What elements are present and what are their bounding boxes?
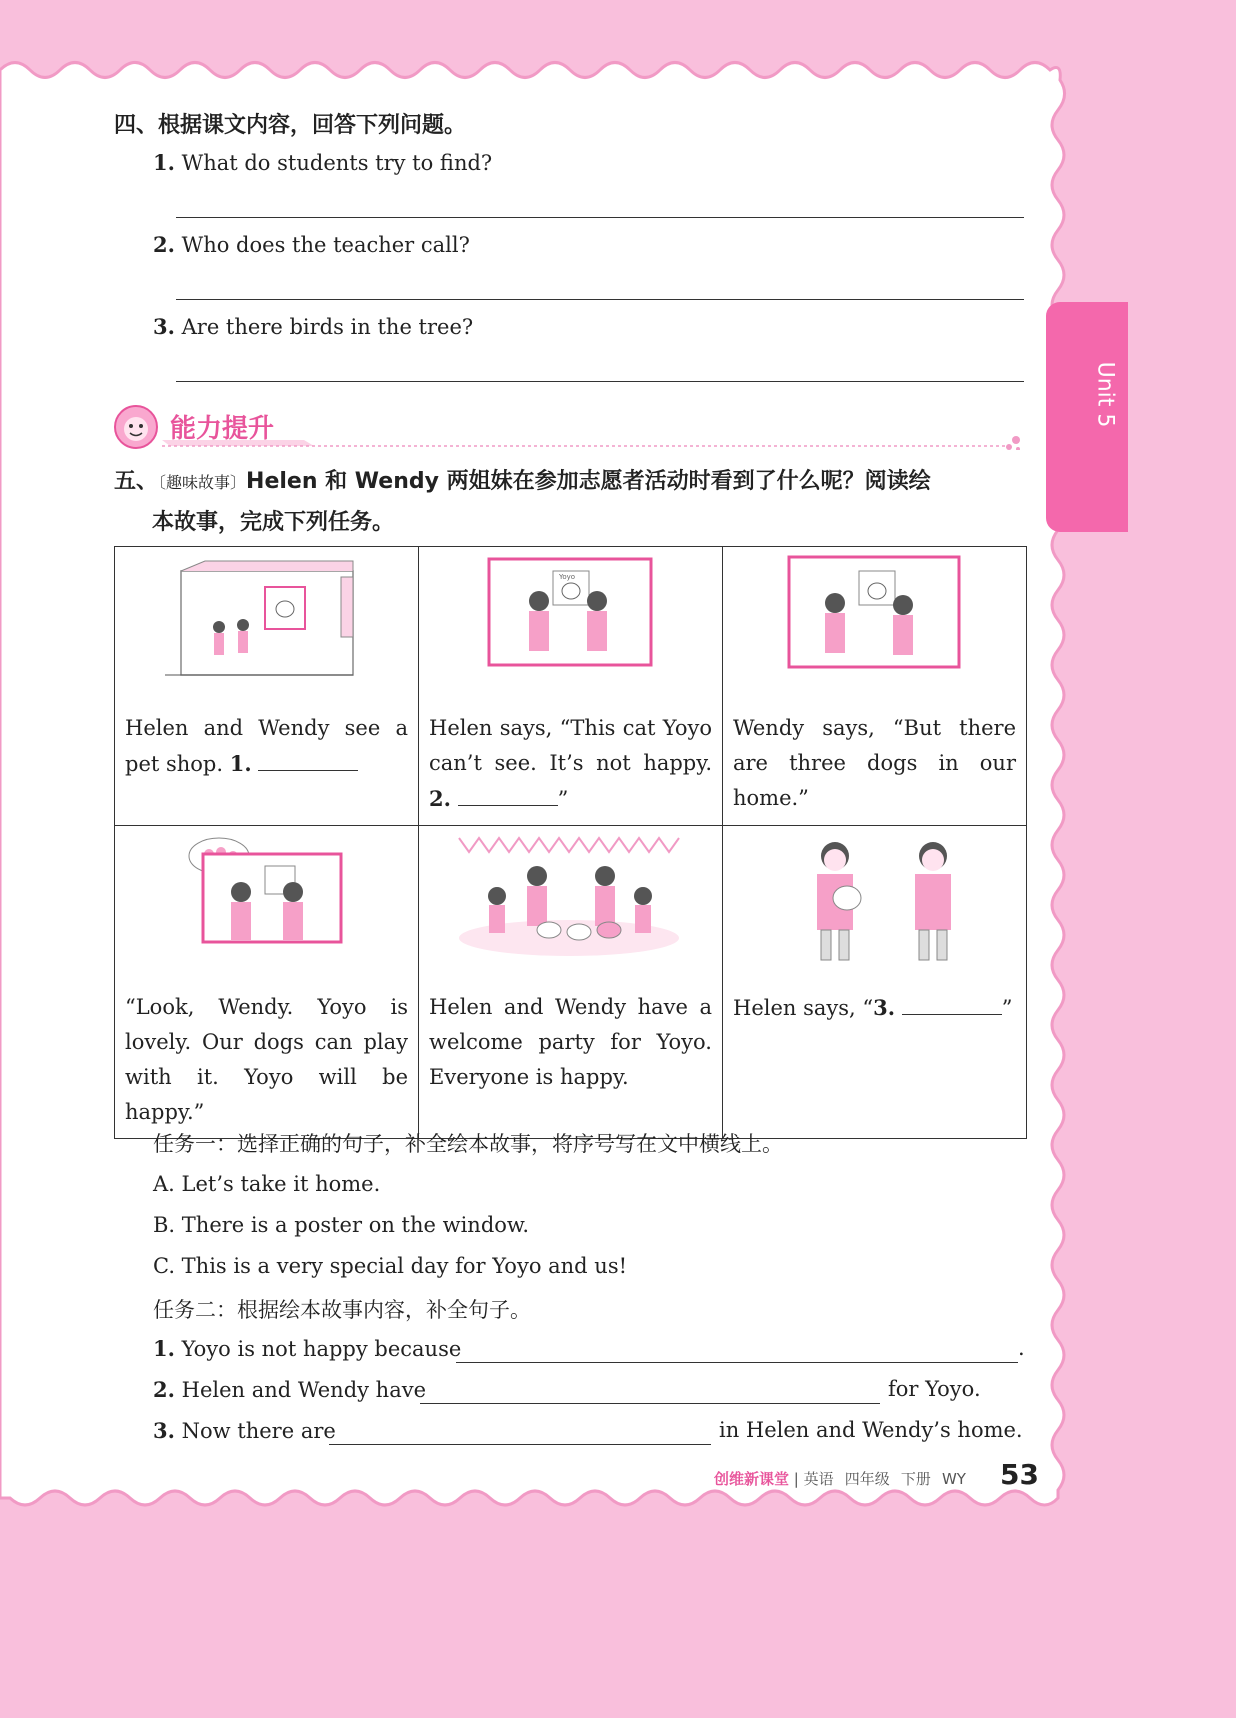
story-row-1 xyxy=(115,547,1027,826)
footer-edition: WY xyxy=(941,1470,966,1488)
story-text: Helen and Wendy see a pet shop. xyxy=(125,716,408,776)
helen-wendy-illustration xyxy=(723,826,1026,984)
footer xyxy=(714,1468,966,1489)
footer-grade: 四年级 xyxy=(844,1470,890,1488)
item-text: Yoyo is not happy because xyxy=(181,1337,462,1361)
story-text-2 xyxy=(419,705,722,825)
question-text: Who does the teacher call? xyxy=(181,233,470,257)
ability-title: 能力提升 xyxy=(170,414,275,444)
task2-title: 任务二：根据绘本故事内容，补全句子。 xyxy=(153,1298,531,1322)
page-number: 53 xyxy=(1000,1458,1039,1491)
section5-heading xyxy=(114,462,931,543)
section5-number: 五、 xyxy=(114,469,159,494)
story-cell-2 xyxy=(419,547,723,826)
section5-heading-line2: 本故事，完成下列任务。 xyxy=(152,510,395,535)
answer-line-2[interactable] xyxy=(176,299,1024,300)
story-text-3: Wendy says, “But there are three dogs in our home.” xyxy=(733,716,1016,810)
task2-item-1-end: . xyxy=(1018,1336,1025,1360)
section4-heading: 四、根据课文内容，回答下列问题。 xyxy=(114,113,467,138)
story-text-1 xyxy=(115,705,418,790)
story-cell-6 xyxy=(723,826,1027,1139)
task2-blank-1[interactable] xyxy=(456,1362,1018,1363)
story-text-6 xyxy=(723,984,1026,1034)
task2-item-2-end: for Yoyo. xyxy=(888,1377,981,1401)
item-number: 3. xyxy=(153,1418,175,1443)
item-number: 2. xyxy=(153,1377,175,1402)
task2-blank-2[interactable] xyxy=(420,1403,880,1404)
footer-subject: 英语 xyxy=(803,1470,834,1488)
story-cell-3 xyxy=(723,547,1027,826)
item-text: Now there are xyxy=(181,1419,336,1443)
section5-tag: 〔趣味故事〕 xyxy=(158,473,247,492)
pet-shop-illustration xyxy=(115,547,418,705)
task1-option-c: C. This is a very special day for Yoyo and us! xyxy=(153,1254,628,1278)
cat-poster-illustration-2 xyxy=(723,547,1026,705)
footer-volume: 下册 xyxy=(900,1470,931,1488)
story-table xyxy=(114,546,1027,1139)
task2-blank-3[interactable] xyxy=(329,1444,711,1445)
question-text: Are there birds in the tree? xyxy=(181,315,474,339)
task2-item-3-end: in Helen and Wendy’s home. xyxy=(719,1418,1023,1442)
section5-heading-line1: Helen 和 Wendy 两姐妹在参加志愿者活动时看到了什么呢？阅读绘 xyxy=(246,469,931,494)
task1-title: 任务一：选择正确的句子，补全绘本故事，将序号写在文中横线上。 xyxy=(153,1132,783,1156)
story-text-4: “Look, Wendy. Yoyo is lovely. Our dogs can play with it. Yoyo will be happy.” xyxy=(125,995,408,1124)
footer-divider: | xyxy=(789,1470,804,1488)
ability-banner xyxy=(114,404,1026,450)
story-cell-4 xyxy=(115,826,419,1139)
story-blank-3[interactable] xyxy=(902,994,1002,1015)
blank-number: 2. xyxy=(429,786,451,811)
task2-item-1 xyxy=(153,1336,461,1361)
story-cell-5 xyxy=(419,826,723,1139)
question-number: 1. xyxy=(153,150,175,175)
cat-poster-illustration-1 xyxy=(419,547,722,705)
story-text-5: Helen and Wendy have a welcome party for Yoyo. Everyone is happy. xyxy=(429,995,712,1089)
task1-option-b: B. There is a poster on the window. xyxy=(153,1213,530,1237)
story-blank-2[interactable] xyxy=(458,785,558,806)
welcome-party-illustration xyxy=(419,826,722,984)
question-2 xyxy=(153,232,470,257)
task2-item-2 xyxy=(153,1377,426,1402)
task1-option-a: A. Let’s take it home. xyxy=(153,1172,381,1196)
question-number: 3. xyxy=(153,314,175,339)
story-text-end: ” xyxy=(557,787,569,811)
blank-number: 3. xyxy=(873,995,896,1020)
story-text: Helen says, “This cat Yoyo can’t see. It’s not happy. xyxy=(429,716,712,775)
poster-label: Yoyo xyxy=(559,573,576,581)
task2-item-3 xyxy=(153,1418,336,1443)
answer-line-3[interactable] xyxy=(176,381,1024,382)
question-3 xyxy=(153,314,473,339)
story-text-end: ” xyxy=(1001,996,1013,1020)
item-number: 1. xyxy=(153,1336,175,1361)
blank-number: 1. xyxy=(229,751,252,776)
question-text: What do students try to find? xyxy=(181,151,493,175)
unit-side-tab[interactable] xyxy=(1046,302,1128,532)
unit-label: Unit 5 xyxy=(1092,361,1118,428)
story-text: Helen says, “ xyxy=(733,996,874,1020)
footer-brand: 创维新课堂 xyxy=(714,1470,790,1488)
question-number: 2. xyxy=(153,232,175,257)
item-text: Helen and Wendy have xyxy=(181,1378,427,1402)
story-cell-1 xyxy=(115,547,419,826)
story-row-2 xyxy=(115,826,1027,1139)
question-1 xyxy=(153,150,492,175)
story-blank-1[interactable] xyxy=(258,750,358,771)
thinking-dogs-illustration xyxy=(115,826,418,984)
answer-line-1[interactable] xyxy=(176,217,1024,218)
